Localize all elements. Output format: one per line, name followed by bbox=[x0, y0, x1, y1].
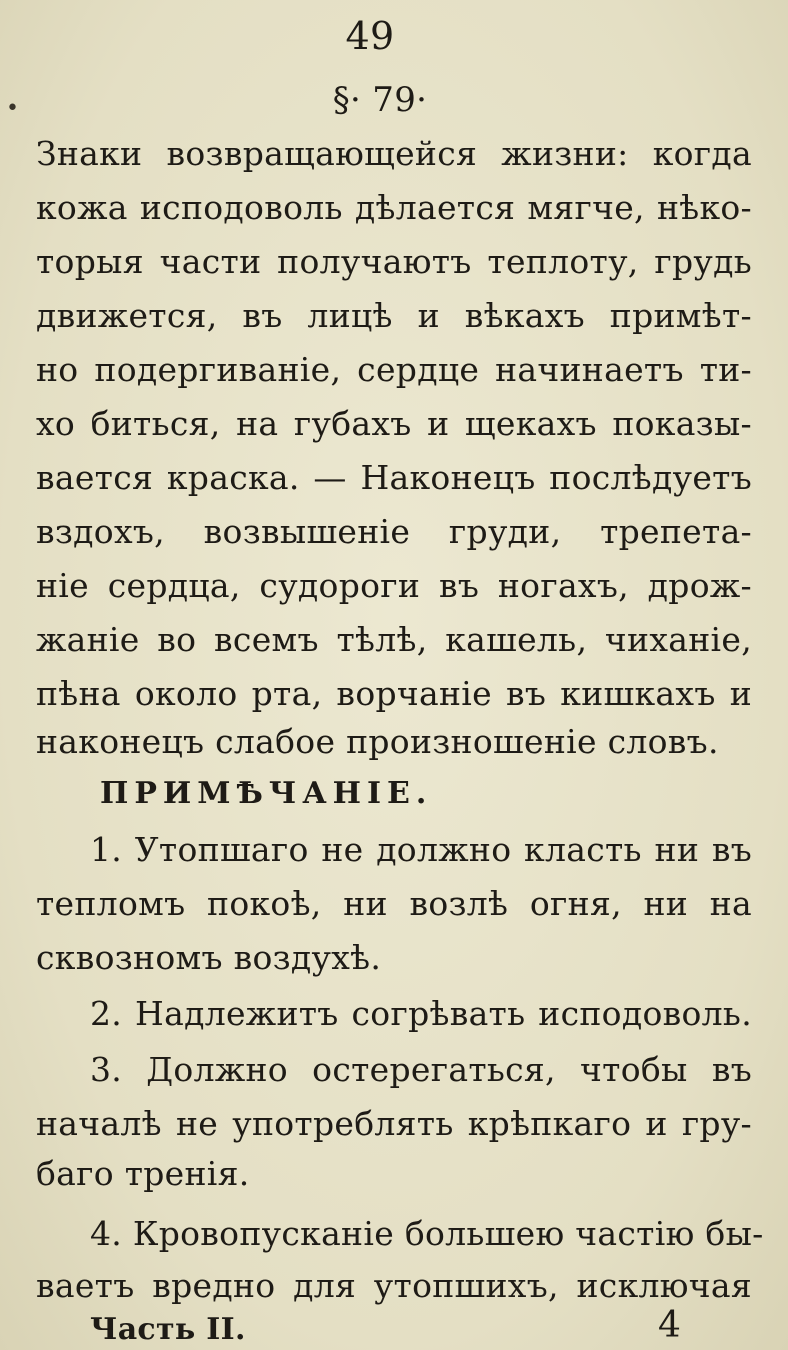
note-line: 4. Кровопусканiе большею частiю бы- bbox=[90, 1214, 764, 1253]
paragraph-line: наконецъ слабое произношенiе словъ. bbox=[36, 722, 719, 761]
sheet-number: 4 bbox=[658, 1305, 682, 1346]
note-line: началѣ не употреблять крѣпкаго и гру- bbox=[36, 1104, 752, 1143]
paragraph-line: торыя части получаютъ теплоту, грудь bbox=[36, 242, 752, 281]
paragraph-line: хо биться, на губахъ и щекахъ показы- bbox=[36, 404, 752, 443]
note-line: сквозномъ воздухѣ. bbox=[36, 938, 382, 977]
note-line: баго тренiя. bbox=[36, 1154, 250, 1193]
paragraph-line: но подергиванiе, сердце начинаетъ ти- bbox=[36, 350, 752, 389]
note-line: 3. Должно остерегаться, чтобы въ bbox=[90, 1050, 752, 1089]
note-line: 1. Утопшаго не должно класть ни въ bbox=[90, 830, 752, 869]
note-line: ваетъ вредно для утопшихъ, исключая bbox=[36, 1266, 752, 1305]
paragraph-line: вается краска. — Наконецъ послѣдуетъ bbox=[36, 458, 752, 497]
section-number: §· 79· bbox=[332, 80, 428, 120]
note-line: 2. Надлежитъ согрѣвать исподоволь. bbox=[90, 994, 752, 1033]
note-heading: ПРИМѢЧАНIЕ. bbox=[100, 776, 433, 811]
paragraph-line: движется, въ лицѣ и вѣкахъ примѣт- bbox=[36, 296, 752, 335]
note-line: тепломъ покоѣ, ни возлѣ огня, ни на bbox=[36, 884, 752, 923]
paragraph-line: Знаки возвращающейся жизни: когда bbox=[36, 134, 752, 173]
margin-mark: • bbox=[6, 96, 19, 121]
paragraph-line: пѣна около рта, ворчанiе въ кишкахъ и bbox=[36, 674, 752, 713]
paragraph-line: кожа исподоволь дѣлается мягче, нѣко- bbox=[36, 188, 752, 227]
paragraph-line: жанiе во всемъ тѣлѣ, кашель, чиханiе, bbox=[36, 620, 752, 659]
paragraph-line: вздохъ, возвышенiе груди, трепета- bbox=[36, 512, 752, 551]
signature-mark: Часть II. bbox=[90, 1312, 246, 1347]
page-number: 49 bbox=[345, 14, 395, 58]
paragraph-line: нiе сердца, судороги въ ногахъ, дрож- bbox=[36, 566, 752, 605]
